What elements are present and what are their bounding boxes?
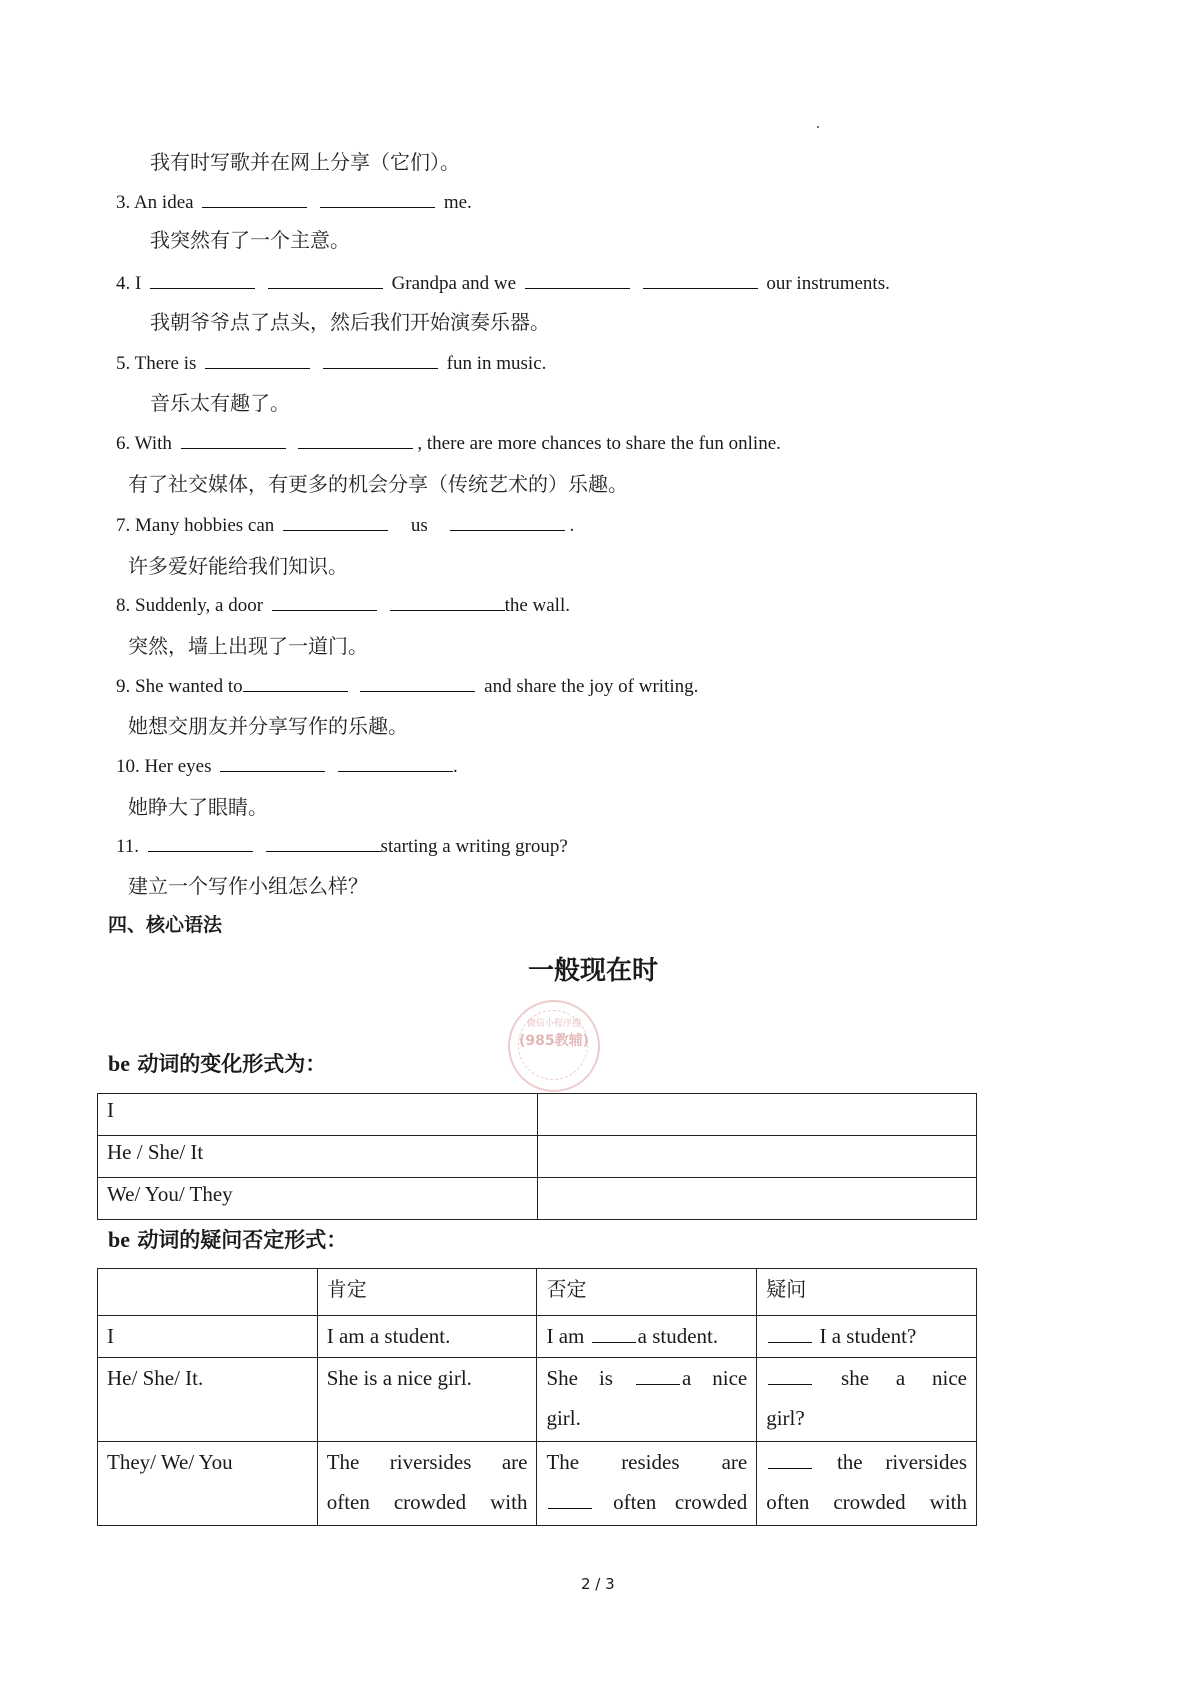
table2-negative-cell: The resides are often crowded [537,1442,757,1526]
answer-blank[interactable] [220,753,325,772]
page-dot [817,126,819,128]
answer-blank[interactable] [266,833,381,852]
answer-blank[interactable] [548,1490,592,1509]
table1-answer-cell[interactable] [537,1178,976,1220]
table1-subject-cell: I [98,1094,538,1136]
item-4-translation: 我朝爷爷点了点头，然后我们开始演奏乐器。 [150,310,550,334]
watermark-main-text: (985教辅) [518,1033,590,1049]
item-9 [116,673,698,698]
item-text: She wanted to [135,676,243,697]
table2-affirmative-cell: The riversides are often crowded with [317,1442,537,1526]
grammar-title: 一般现在时 [528,956,659,986]
table1-label: be 动词的变化形式为： [108,1051,327,1076]
item-text: Many hobbies can [135,515,275,536]
table2-subject-cell: He/ She/ It. [98,1358,318,1442]
table2-affirmative-cell: I am a student. [317,1316,537,1358]
item-6-translation: 有了社交媒体，有更多的机会分享（传统艺术的）乐趣。 [128,472,628,496]
item-text: the wall. [504,595,570,616]
item-5 [116,350,546,375]
item-text: Suddenly, a door [135,595,264,616]
item-text: An idea [133,192,194,213]
table1-subject-cell: He / She/ It [98,1136,538,1178]
item-text: With [134,433,172,454]
item-text: fun in music. [446,353,547,374]
table1-answer-cell[interactable] [537,1094,976,1136]
answer-blank[interactable] [243,673,348,692]
item-4 [116,270,890,295]
item-number: 5. [116,353,131,374]
answer-blank[interactable] [338,753,453,772]
answer-blank[interactable] [272,592,377,611]
item-text: I [135,273,142,294]
item-number: 3. [116,192,131,213]
item-text: and share the joy of writing. [484,676,699,697]
answer-blank[interactable] [592,1324,636,1343]
answer-blank[interactable] [320,189,435,208]
table2-header-cell [98,1269,318,1316]
item-8-translation: 突然，墙上出现了一道门。 [128,634,368,658]
item-11-translation: 建立一个写作小组怎么样？ [128,874,368,898]
table2-question-cell: I a student? [757,1316,977,1358]
item-text: . [569,515,575,536]
item-2-translation: 我有时写歌并在网上分享（它们）。 [150,150,460,174]
answer-blank[interactable] [525,270,630,289]
table1-subject-cell: We/ You/ They [98,1178,538,1220]
item-10-translation: 她睁大了眼睛。 [128,795,268,819]
item-9-translation: 她想交朋友并分享写作的乐趣。 [128,714,408,738]
item-number: 9. [116,676,131,697]
item-11 [116,833,568,858]
table2-affirmative-cell: She is a nice girl. [317,1358,537,1442]
table1-answer-cell[interactable] [537,1136,976,1178]
watermark-seal [508,1000,600,1092]
item-text: us [410,515,428,536]
table2-header-question: 疑问 [757,1269,977,1316]
item-text: Her eyes [144,756,212,777]
item-number: 6. [116,433,131,454]
item-6 [116,430,781,455]
item-3 [116,189,472,214]
item-3-translation: 我突然有了一个主意。 [150,228,350,252]
item-10 [116,753,458,778]
item-number: 7. [116,515,131,536]
table2-question-cell: she a nice girl? [757,1358,977,1442]
item-text: starting a writing group? [380,836,568,857]
answer-blank[interactable] [298,430,413,449]
item-7 [116,512,574,537]
answer-blank[interactable] [181,430,286,449]
item-5-translation: 音乐太有趣了。 [150,391,290,415]
item-number: 11. [116,836,140,857]
item-number: 4. [116,273,131,294]
table2-question-cell: the riversides often crowded with [757,1442,977,1526]
table2-header-negative: 否定 [537,1269,757,1316]
table2-label: be 动词的疑问否定形式： [108,1227,348,1252]
item-text: . [453,756,458,777]
be-forms-table [97,1093,977,1220]
item-text: Grandpa and we [391,273,517,294]
answer-blank[interactable] [636,1366,680,1385]
section-heading: 四、核心语法 [108,914,223,936]
answer-blank[interactable] [450,512,565,531]
answer-blank[interactable] [768,1450,812,1469]
answer-blank[interactable] [643,270,758,289]
answer-blank[interactable] [360,673,475,692]
answer-blank[interactable] [205,350,310,369]
item-text: There is [134,353,197,374]
item-text: our instruments. [766,273,890,294]
table2-subject-cell: They/ We/ You [98,1442,318,1526]
answer-blank[interactable] [268,270,383,289]
item-number: 8. [116,595,131,616]
item-7-translation: 许多爱好能给我们知识。 [128,554,348,578]
answer-blank[interactable] [768,1324,812,1343]
answer-blank[interactable] [202,189,307,208]
table2-negative-cell: I am a student. [537,1316,757,1358]
table2-negative-cell: She is a nice girl. [537,1358,757,1442]
item-text: , there are more chances to share the fun online. [417,433,781,454]
answer-blank[interactable] [283,512,388,531]
answer-blank[interactable] [148,833,253,852]
watermark-top-text: 微信小程序搜 [526,1019,581,1029]
answer-blank[interactable] [150,270,255,289]
page-number: 2 / 3 [581,1575,615,1593]
item-8 [116,592,570,617]
answer-blank[interactable] [768,1366,812,1385]
answer-blank[interactable] [323,350,438,369]
table2-subject-cell: I [98,1316,318,1358]
be-question-negative-table [97,1268,977,1526]
table2-header-affirmative: 肯定 [317,1269,537,1316]
item-text: me. [443,192,472,213]
item-number: 10. [116,756,140,777]
answer-blank[interactable] [390,592,505,611]
